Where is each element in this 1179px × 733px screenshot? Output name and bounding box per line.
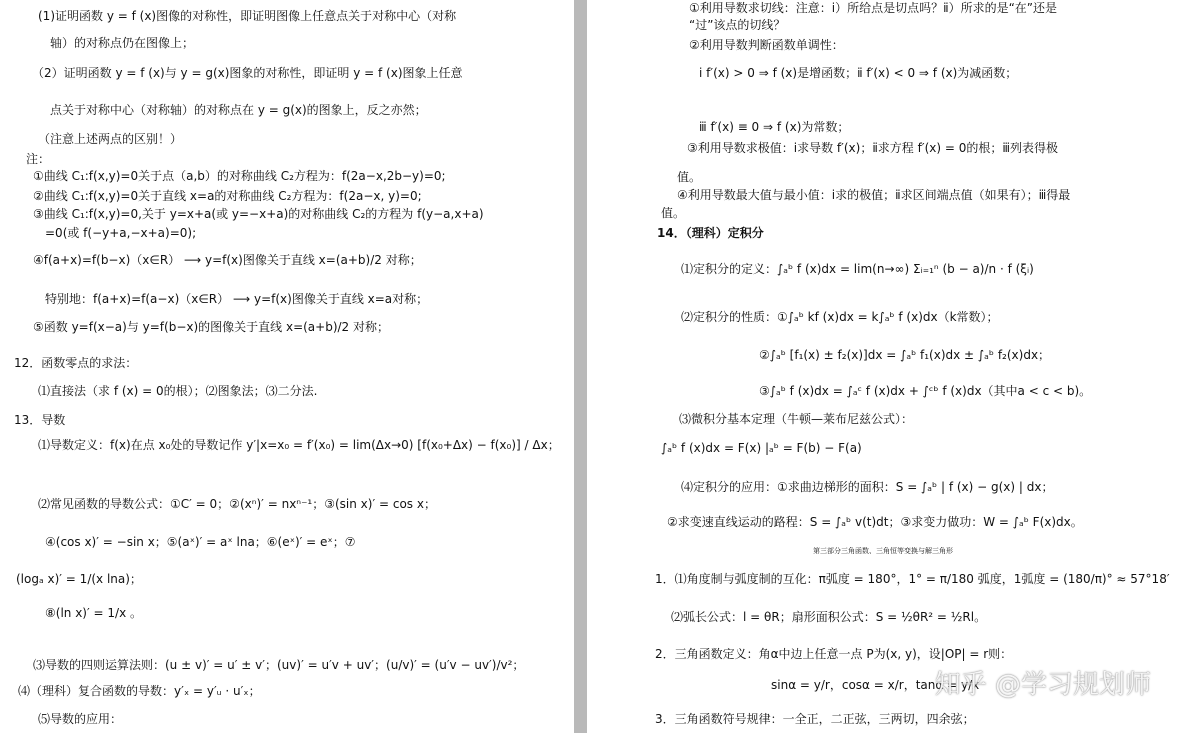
- page-gutter: [574, 0, 587, 733]
- text-line: （2）证明函数 y = f (x)与 y = g(x)图象的对称性，即证明 y = f (x)图象上任意: [32, 66, 463, 80]
- formula-line: ⑶导数的四则运算法则：(u ± v)′ = u′ ± v′；(uv)′ = u′v + uv′；(u/v)′ = (u′v − uv′)/v²；: [33, 658, 525, 672]
- text-line: ⑴直接法（求 f (x) = 0的根）；⑵图象法；⑶二分法.: [38, 384, 318, 398]
- text-line: 注：: [26, 152, 51, 166]
- text-line: ⑶微积分基本定理（牛顿—莱布尼兹公式）：: [679, 412, 914, 426]
- text-line: ⑤函数 y=f(x−a)与 y=f(b−x)的图像关于直线 x=(a+b)/2 对称；: [33, 320, 390, 334]
- text-line: 特别地：f(a+x)=f(a−x)（x∈R） ⟶ y=f(x)图像关于直线 x=a对称；: [45, 292, 429, 306]
- text-line: ①利用导数求切线：注意：ⅰ）所给点是切点吗？ⅱ）所求的是“在”还是: [689, 1, 1058, 15]
- formula-line: ④(cos x)′ = −sin x；⑤(aˣ)′ = aˣ lna；⑥(eˣ)′ = eˣ；⑦: [45, 535, 356, 549]
- formula-line: ∫ₐᵇ f (x)dx = F(x) |ₐᵇ = F(b) − F(a): [661, 441, 862, 455]
- formula-line: ⑵弧长公式：l = θR；扇形面积公式：S = ½θR² = ½Rl。: [671, 610, 987, 624]
- text-line: 2．三角函数定义：角α中边上任意一点 P为(x, y)，设|OP| = r则：: [655, 647, 1013, 661]
- text-line: （注意上述两点的区别！）: [38, 132, 183, 146]
- formula-line: ⑴定积分的定义：∫ₐᵇ f (x)dx = lim(n→∞) Σᵢ₌₁ⁿ (b − a)/n · f (ξᵢ): [681, 262, 1034, 276]
- text-line: ②利用导数判断函数单调性：: [689, 38, 844, 52]
- formula-line: ②求变速直线运动的路程：S = ∫ₐᵇ v(t)dt；③求变力做功：W = ∫ₐᵇ F(x)dx。: [667, 515, 1083, 529]
- formula-line: ⑷定积分的应用：①求曲边梯形的面积：S = ∫ₐᵇ | f (x) − g(x) | dx；: [681, 480, 1054, 494]
- watermark: 知乎 @学习规划师: [934, 670, 1151, 700]
- part-heading: 第三部分三角函数、三角恒等变换与解三角形: [813, 547, 953, 555]
- formula-line: ⑷（理科）复合函数的导数：y′ₓ = y′ᵤ · u′ₓ；: [18, 684, 261, 698]
- text-line: (1)证明函数 y = f (x)图像的对称性，即证明图像上任意点关于对称中心（对称: [38, 9, 457, 23]
- formula-line: 1．⑴角度制与弧度制的互化：π弧度 = 180°，1° = π/180 弧度，1弧度 = (180/π)° ≈ 57°18′: [655, 572, 1170, 586]
- text-line: 值。: [677, 170, 702, 184]
- formula-line: sinα = y/r，cosα = x/r，tanα = y/x: [771, 678, 980, 692]
- text-line: ①曲线 C₁:f(x,y)=0关于点（a,b）的对称曲线 C₂方程为：f(2a−x,2b−y)=0;: [33, 169, 446, 183]
- formula-line: ③∫ₐᵇ f (x)dx = ∫ₐᶜ f (x)dx + ∫ᶜᵇ f (x)dx（其中a < c < b)。: [759, 384, 1092, 398]
- text-line: “过”该点的切线？: [689, 18, 786, 32]
- formula-line: ⅰ f′(x) > 0 ⇒ f (x)是增函数；ⅱ f′(x) < 0 ⇒ f (x)为减函数；: [699, 66, 1018, 80]
- formula-line: (logₐ x)′ = 1/(x lna)；: [16, 572, 142, 586]
- formula-line: ⅲ f′(x) ≡ 0 ⇒ f (x)为常数；: [699, 120, 850, 134]
- section-heading: 12．函数零点的求法：: [14, 356, 138, 370]
- section-heading: 13．导数: [14, 413, 66, 427]
- text-line: 点关于对称中心（对称轴）的对称点在 y = g(x)的图象上，反之亦然；: [50, 103, 427, 117]
- formula-line: ⑵定积分的性质：①∫ₐᵇ kf (x)dx = k∫ₐᵇ f (x)dx（k常数）；: [681, 310, 999, 324]
- left-page: [0, 0, 574, 733]
- text-line: ③曲线 C₁:f(x,y)=0,关于 y=x+a(或 y=−x+a)的对称曲线 C₂的方程为 f(y−a,x+a): [33, 207, 484, 221]
- formula-line: ⑧(ln x)′ = 1/x 。: [45, 606, 142, 620]
- section-heading: 14．（理科）定积分: [657, 226, 764, 240]
- formula-line: ⑴导数定义：f(x)在点 x₀处的导数记作 y′|x=x₀ = f′(x₀) = lim(Δx→0) [f(x₀+Δx) − f(x₀)] / Δx；: [38, 438, 560, 452]
- text-line: ④f(a+x)=f(b−x)（x∈R） ⟶ y=f(x)图像关于直线 x=(a+b)/2 对称；: [33, 253, 422, 267]
- right-page: [587, 0, 1179, 733]
- text-line: ④利用导数最大值与最小值：ⅰ求的极值；ⅱ求区间端点值（如果有）；ⅲ得最: [677, 188, 1071, 202]
- text-line: =0(或 f(−y+a,−x+a)=0);: [45, 226, 197, 240]
- text-line: 值。: [661, 206, 686, 220]
- text-line: ②曲线 C₁:f(x,y)=0关于直线 x=a的对称曲线 C₂方程为：f(2a−x, y)=0;: [33, 189, 422, 203]
- formula-line: ⑵常见函数的导数公式：①C′ = 0；②(xⁿ)′ = nxⁿ⁻¹；③(sin x)′ = cos x；: [38, 497, 436, 511]
- formula-line: ②∫ₐᵇ [f₁(x) ± f₂(x)]dx = ∫ₐᵇ f₁(x)dx ± ∫ₐᵇ f₂(x)dx；: [759, 348, 1051, 362]
- text-line: ⑸导数的应用：: [38, 712, 123, 726]
- text-line: 3．三角函数符号规律：一全正，二正弦，三两切，四余弦；: [655, 712, 975, 726]
- text-line: ③利用导数求极值：ⅰ求导数 f′(x)；ⅱ求方程 f′(x) = 0的根；ⅲ列表得极: [687, 141, 1059, 155]
- text-line: 轴）的对称点仍在图像上；: [50, 36, 195, 50]
